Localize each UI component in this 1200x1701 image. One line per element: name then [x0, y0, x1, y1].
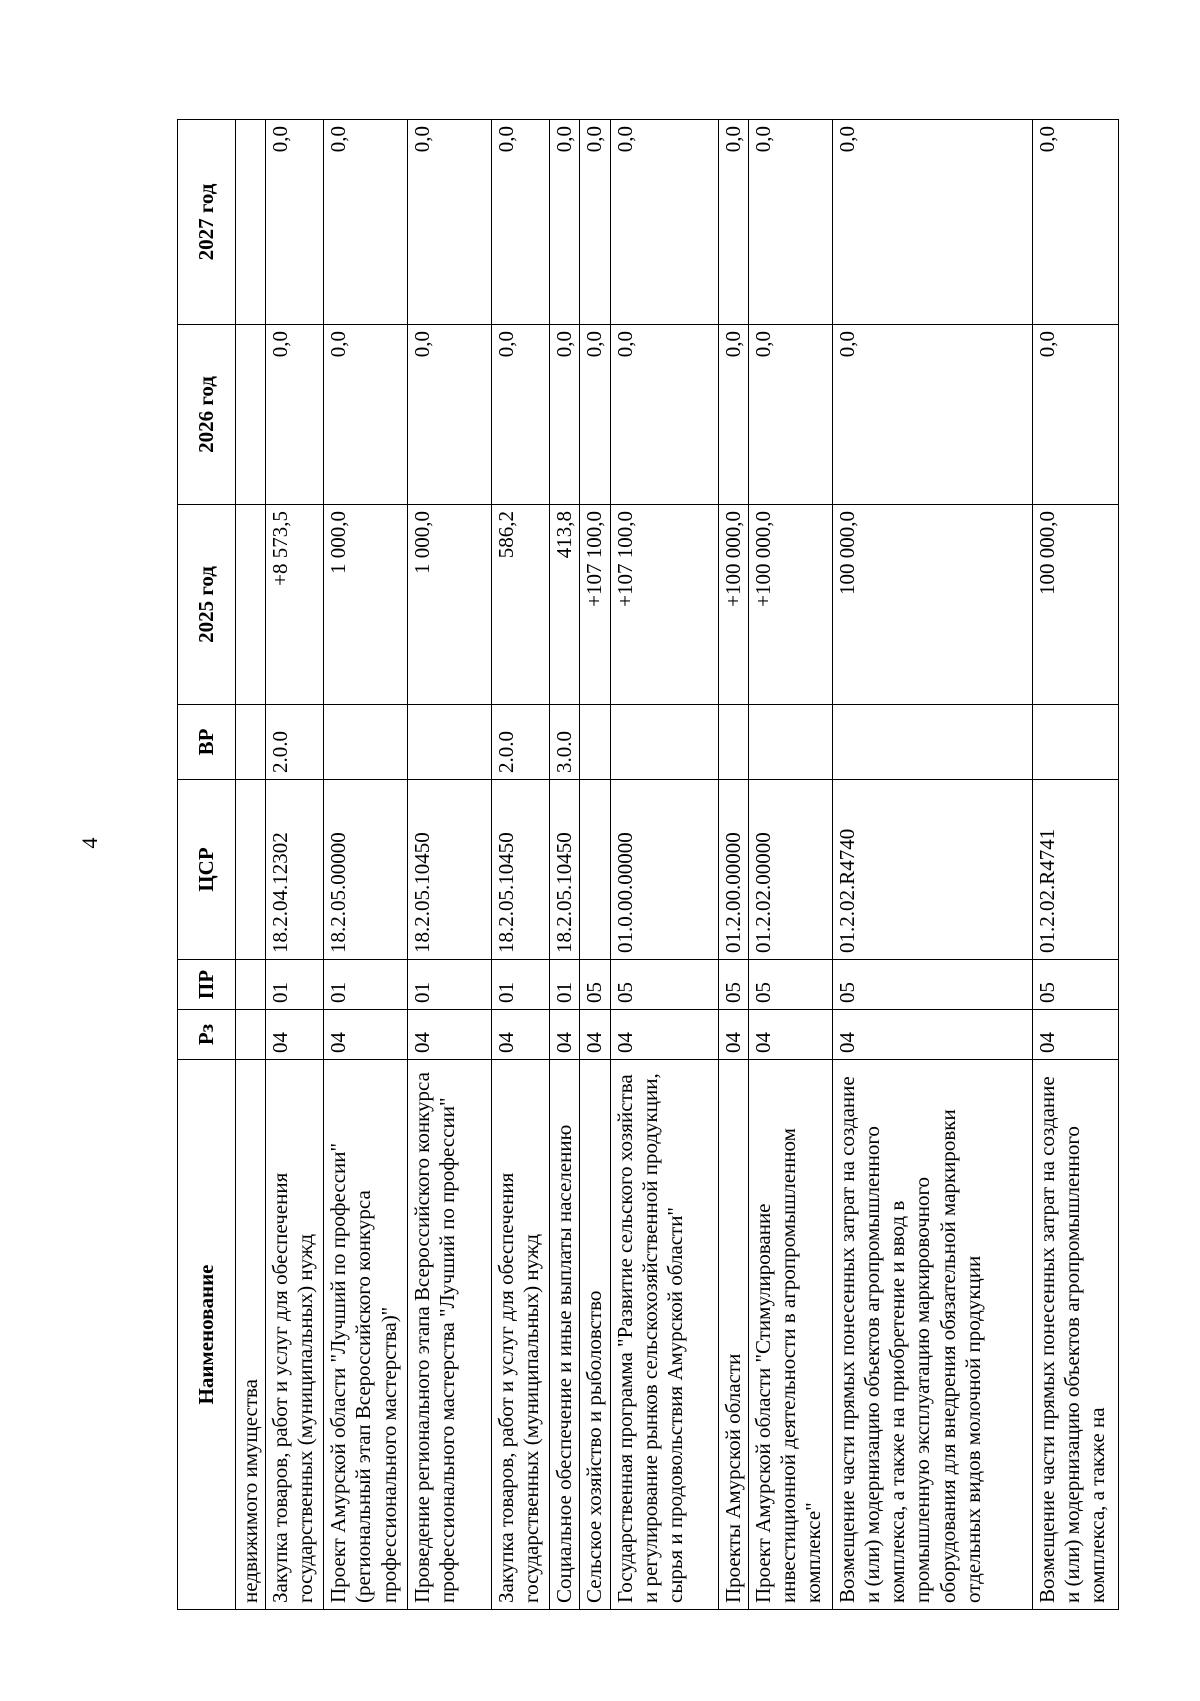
row-2026: 0,0	[266, 325, 324, 505]
row-rz	[236, 1010, 266, 1060]
row-csr: 18.2.05.10450	[492, 780, 550, 960]
row-2026: 0,0	[324, 325, 408, 505]
table-row	[550, 120, 580, 1610]
header-2026: 2026 год	[178, 325, 236, 505]
table-row	[408, 120, 492, 1610]
row-pr: 05	[832, 960, 1032, 1010]
row-2025: +107 100,0	[580, 505, 610, 705]
table-row	[580, 120, 610, 1610]
row-2026: 0,0	[1032, 325, 1118, 505]
row-csr: 18.2.05.10450	[408, 780, 492, 960]
row-csr	[236, 780, 266, 960]
row-2025: +100 000,0	[718, 505, 748, 705]
row-2025: 413,8	[550, 505, 580, 705]
row-csr: 18.2.04.12302	[266, 780, 324, 960]
row-rz: 04	[492, 1010, 550, 1060]
header-rz: Рз	[178, 1010, 236, 1060]
row-rz: 04	[580, 1010, 610, 1060]
row-csr	[580, 780, 610, 960]
row-2027: 0,0	[492, 120, 550, 325]
row-pr: 01	[408, 960, 492, 1010]
row-name: Государственная программа "Развитие сельского хозяйства и регулирование рынков сельскохозяйственной продукции, сырья и продовольствия Амурской области"	[610, 1060, 718, 1610]
row-pr: 01	[492, 960, 550, 1010]
row-2027: 0,0	[580, 120, 610, 325]
table-row	[610, 120, 718, 1610]
row-2026: 0,0	[492, 325, 550, 505]
row-vr	[748, 705, 832, 780]
row-name: Проект Амурской области "Стимулирование инвестиционной деятельности в агропромышленном комплексе"	[748, 1060, 832, 1610]
row-2027: 0,0	[748, 120, 832, 325]
row-name: Сельское хозяйство и рыболовство	[580, 1060, 610, 1610]
row-rz: 04	[718, 1010, 748, 1060]
rotated-page-content	[177, 120, 1110, 1610]
row-pr: 01	[324, 960, 408, 1010]
row-name: Проведение регионального этапа Всероссийского конкурса профессионального мастерства "Лучший по профессии"	[408, 1060, 492, 1610]
row-name: Социальное обеспечение и иные выплаты населению	[550, 1060, 580, 1610]
row-name: Проект Амурской области "Лучший по профессии" (региональный этап Всероссийского конкурса профессионального мастерства)"	[324, 1060, 408, 1610]
row-vr	[324, 705, 408, 780]
table-row	[718, 120, 748, 1610]
row-2025	[236, 505, 266, 705]
row-csr: 01.0.00.00000	[610, 780, 718, 960]
table-body	[236, 120, 1119, 1610]
header-vr: ВР	[178, 705, 236, 780]
budget-table	[177, 119, 1119, 1610]
row-2026: 0,0	[748, 325, 832, 505]
row-2026: 0,0	[550, 325, 580, 505]
row-2025: +8 573,5	[266, 505, 324, 705]
page-number: 4	[77, 837, 102, 849]
row-vr	[832, 705, 1032, 780]
header-csr: ЦСР	[178, 780, 236, 960]
row-pr: 05	[610, 960, 718, 1010]
table-header	[178, 120, 236, 1610]
row-2025: 1 000,0	[324, 505, 408, 705]
row-2027: 0,0	[832, 120, 1032, 325]
row-name: Закупка товаров, работ и услуг для обеспечения государственных (муниципальных) нужд	[266, 1060, 324, 1610]
header-2027: 2027 год	[178, 120, 236, 325]
table-row	[1032, 120, 1118, 1610]
row-pr: 01	[266, 960, 324, 1010]
row-2025: 100 000,0	[832, 505, 1032, 705]
row-2025: 1 000,0	[408, 505, 492, 705]
row-pr: 05	[1032, 960, 1118, 1010]
row-2027: 0,0	[324, 120, 408, 325]
table-row	[266, 120, 324, 1610]
rotated-table-frame	[177, 120, 1110, 1610]
row-rz: 04	[324, 1010, 408, 1060]
row-2026: 0,0	[580, 325, 610, 505]
row-vr	[580, 705, 610, 780]
row-pr: 05	[580, 960, 610, 1010]
row-2027: 0,0	[718, 120, 748, 325]
row-vr: 2.0.0	[492, 705, 550, 780]
header-pr: ПР	[178, 960, 236, 1010]
row-csr: 01.2.02.00000	[748, 780, 832, 960]
row-csr: 18.2.05.00000	[324, 780, 408, 960]
row-2026: 0,0	[832, 325, 1032, 505]
row-vr	[610, 705, 718, 780]
row-pr	[236, 960, 266, 1010]
row-name: недвижимого имущества	[236, 1060, 266, 1610]
row-2027: 0,0	[550, 120, 580, 325]
row-name: Возмещение части прямых понесенных затрат на создание и (или) модернизацию объектов агропромышленного комплекса, а также на	[1032, 1060, 1118, 1610]
row-2025: +100 000,0	[748, 505, 832, 705]
row-2026: 0,0	[610, 325, 718, 505]
row-2026	[236, 325, 266, 505]
row-rz: 04	[408, 1010, 492, 1060]
row-csr: 01.2.02.R4741	[1032, 780, 1118, 960]
row-rz: 04	[550, 1010, 580, 1060]
row-2027: 0,0	[408, 120, 492, 325]
row-vr	[1032, 705, 1118, 780]
row-2025: +107 100,0	[610, 505, 718, 705]
row-rz: 04	[1032, 1010, 1118, 1060]
row-rz: 04	[832, 1010, 1032, 1060]
row-vr: 3.0.0	[550, 705, 580, 780]
row-2026: 0,0	[408, 325, 492, 505]
row-vr	[408, 705, 492, 780]
row-name: Возмещение части прямых понесенных затрат на создание и (или) модернизацию объектов агропромышленного комплекса, а также на приобретение и ввод в промышленную эксплуатацию маркировочного оборудования для внедрения обязательной маркировки отдельных видов молочной продукции	[832, 1060, 1032, 1610]
row-csr: 01.2.02.R4740	[832, 780, 1032, 960]
row-csr: 18.2.05.10450	[550, 780, 580, 960]
row-2025: 586,2	[492, 505, 550, 705]
row-2027	[236, 120, 266, 325]
header-row	[178, 120, 236, 1610]
row-2025: 100 000,0	[1032, 505, 1118, 705]
row-pr: 05	[748, 960, 832, 1010]
header-2025: 2025 год	[178, 505, 236, 705]
row-csr: 01.2.00.00000	[718, 780, 748, 960]
row-pr: 05	[718, 960, 748, 1010]
table-row	[748, 120, 832, 1610]
row-name: Проекты Амурской области	[718, 1060, 748, 1610]
row-2027: 0,0	[610, 120, 718, 325]
row-vr	[236, 705, 266, 780]
row-rz: 04	[266, 1010, 324, 1060]
table-row	[236, 120, 266, 1610]
row-rz: 04	[610, 1010, 718, 1060]
table-row	[832, 120, 1032, 1610]
row-2026: 0,0	[718, 325, 748, 505]
row-rz: 04	[748, 1010, 832, 1060]
table-row	[324, 120, 408, 1610]
row-2027: 0,0	[1032, 120, 1118, 325]
row-name: Закупка товаров, работ и услуг для обеспечения государственных (муниципальных) нужд	[492, 1060, 550, 1610]
table-row	[492, 120, 550, 1610]
header-name: Наименование	[178, 1060, 236, 1610]
row-vr: 2.0.0	[266, 705, 324, 780]
row-2027: 0,0	[266, 120, 324, 325]
row-pr: 01	[550, 960, 580, 1010]
row-vr	[718, 705, 748, 780]
